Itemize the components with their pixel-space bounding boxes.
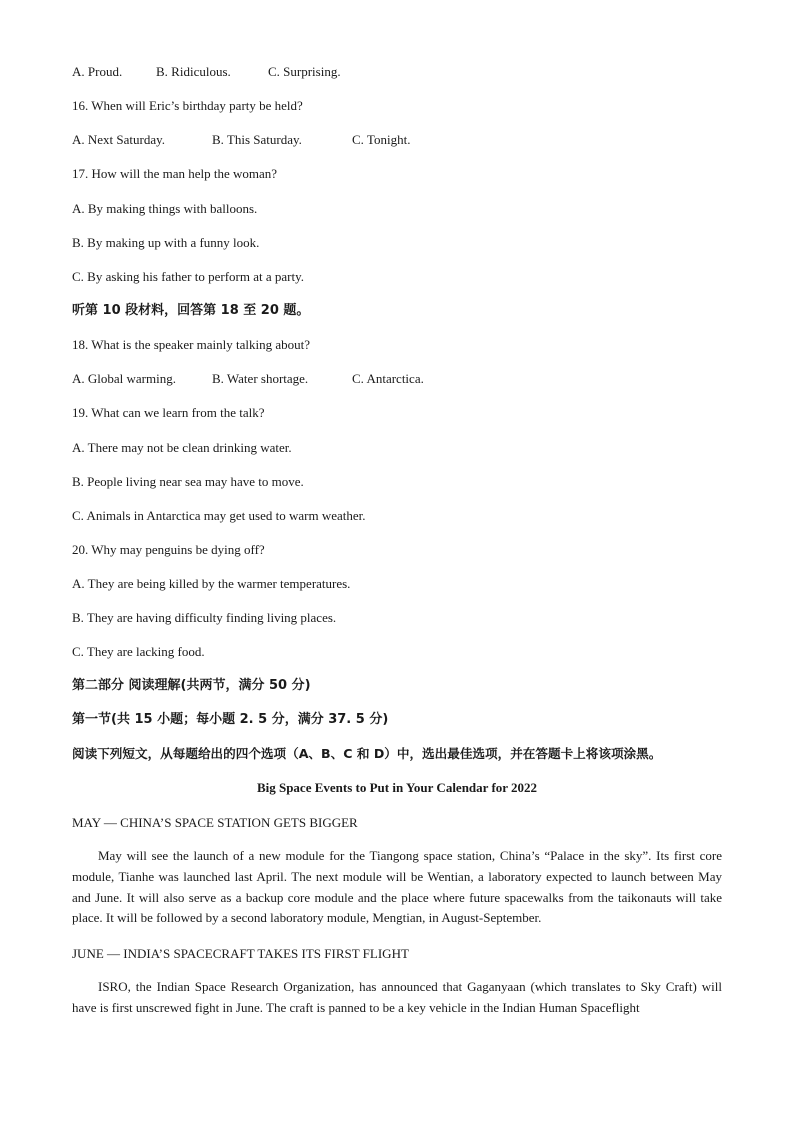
- q20-option-c: C. They are lacking food.: [72, 644, 205, 659]
- article-title: Big Space Events to Put in Your Calendar for 2022: [256, 780, 538, 795]
- section-10-heading: 听第 10 段材料，回答第 18 至 20 题。: [72, 303, 310, 318]
- reading-instruction: 阅读下列短文，从每题给出的四个选项（A、B、C 和 D）中，选出最佳选项，并在答题卡上将该项涂黑。: [72, 746, 662, 761]
- q20-question: 20. Why may penguins be dying off?: [72, 542, 265, 557]
- may-heading: MAY — CHINA’S SPACE STATION GETS BIGGER: [72, 815, 358, 830]
- q16-question: 16. When will Eric’s birthday party be held?: [72, 98, 303, 113]
- q17-question: 17. How will the man help the woman?: [72, 166, 278, 181]
- q16-options: [72, 132, 410, 148]
- q19-option-a: A. There may not be clean drinking water.: [72, 440, 292, 455]
- q15-option-b: B. Ridiculous.: [156, 64, 231, 79]
- q18-options: [72, 371, 424, 387]
- june-heading: JUNE — INDIA’S SPACECRAFT TAKES ITS FIRST FLIGHT: [72, 946, 409, 961]
- q17-option-a: A. By making things with balloons.: [72, 201, 258, 216]
- q18-option-a: A. Global warming.: [72, 371, 176, 386]
- q15-options: [72, 64, 341, 80]
- q15-option-c: C. Surprising.: [268, 64, 341, 79]
- q18-option-b: B. Water shortage.: [212, 371, 309, 386]
- q20-option-a: A. They are being killed by the warmer temperatures.: [72, 576, 351, 591]
- q15-option-a: A. Proud.: [72, 64, 123, 79]
- q18-question: 18. What is the speaker mainly talking about?: [72, 337, 311, 352]
- q16-option-b: B. This Saturday.: [212, 132, 302, 147]
- june-paragraph: ISRO, the Indian Space Research Organization, has announced that Gaganyaan (which translates to Sky Craft) will have is first unscrewed fight in June. The craft is panned to be a key vehicle in the Indian Human Spaceflight: [72, 979, 722, 1015]
- section-1-heading: 第一节(共 15 小题；每小题 2. 5 分，满分 37. 5 分): [72, 712, 389, 727]
- q17-option-b: B. By making up with a funny look.: [72, 235, 260, 250]
- q16-option-a: A. Next Saturday.: [72, 132, 166, 147]
- q19-question: 19. What can we learn from the talk?: [72, 405, 265, 420]
- q20-option-b: B. They are having difficulty finding living places.: [72, 610, 337, 625]
- q19-option-b: B. People living near sea may have to move.: [72, 474, 304, 489]
- q16-option-c: C. Tonight.: [352, 132, 411, 147]
- q18-option-c: C. Antarctica.: [352, 371, 424, 386]
- may-paragraph: May will see the launch of a new module for the Tiangong space station, China’s “Palace in the sky”. Its first core module, Tianhe was launched last April. The next module will be Wentian, a laboratory expected to launch between May and June. It will also serve as a backup core module and the place where future spacewalks from the taikonauts will take place. It will be followed by a second laboratory module, Mengtian, in August-September.: [72, 848, 722, 926]
- part-2-heading: 第二部分 阅读理解(共两节，满分 50 分): [72, 678, 311, 693]
- q17-option-c: C. By asking his father to perform at a party.: [72, 269, 305, 284]
- q19-option-c: C. Animals in Antarctica may get used to warm weather.: [72, 508, 366, 523]
